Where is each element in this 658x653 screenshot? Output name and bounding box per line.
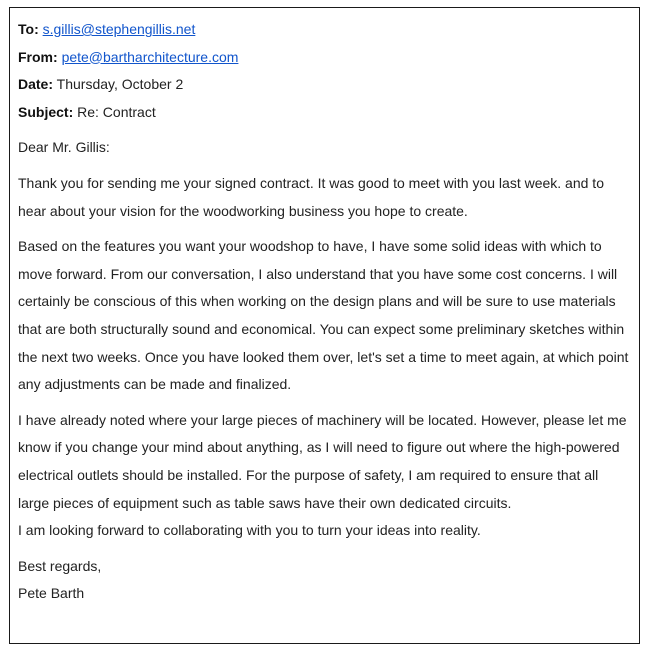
greeting: Dear Mr. Gillis: bbox=[18, 139, 110, 156]
subject-line bbox=[18, 99, 631, 127]
to-label: To: bbox=[18, 21, 39, 37]
body-paragraph-2: Based on the features you want your woodshop to have, I have some solid ideas with which to move forward. From our conversation, I also understand that you have some cost concerns. I will certainly be conscious of this when working on the design plans and will be sure to use materials that are both structurally sound and economical. You can expect some preliminary sketches within the next two weeks. Once you have looked them over, let's set a time to meet again, at which point any adjustments can be made and finalized. bbox=[18, 238, 629, 393]
date-label: Date: bbox=[18, 76, 54, 93]
signature: Pete Barth bbox=[18, 585, 85, 602]
from-label: From: bbox=[18, 48, 58, 65]
to-line bbox=[18, 16, 631, 44]
to-email-link[interactable]: s.gillis@stephengillis.net bbox=[42, 21, 196, 37]
body-paragraph-1: Thank you for sending me your signed contract. It was good to meet with you last week. and to hear about your vision for the woodworking business you hope to create. bbox=[18, 174, 604, 219]
body-paragraph-3: I have already noted where your large pieces of machinery will be located. However, please let me know if you change your mind about anything, as I will need to figure out where the high-powered electrical outlets should be installed. For the purpose of safety, I am required to ensure that all large pieces of equipment such as table saws have their own dedicated circuits. bbox=[18, 411, 627, 511]
from-line bbox=[18, 44, 631, 72]
email-message bbox=[9, 7, 640, 644]
closing: Best regards, bbox=[18, 557, 102, 574]
date-value: Thursday, October 2 bbox=[56, 76, 184, 93]
date-line bbox=[18, 71, 631, 99]
body-paragraph-4: I am looking forward to collaborating with you to turn your ideas into reality. bbox=[18, 522, 481, 539]
subject-value: Re: Contract bbox=[77, 103, 156, 120]
from-email-link[interactable]: pete@bartharchitecture.com bbox=[61, 48, 239, 65]
subject-label: Subject: bbox=[18, 103, 74, 120]
